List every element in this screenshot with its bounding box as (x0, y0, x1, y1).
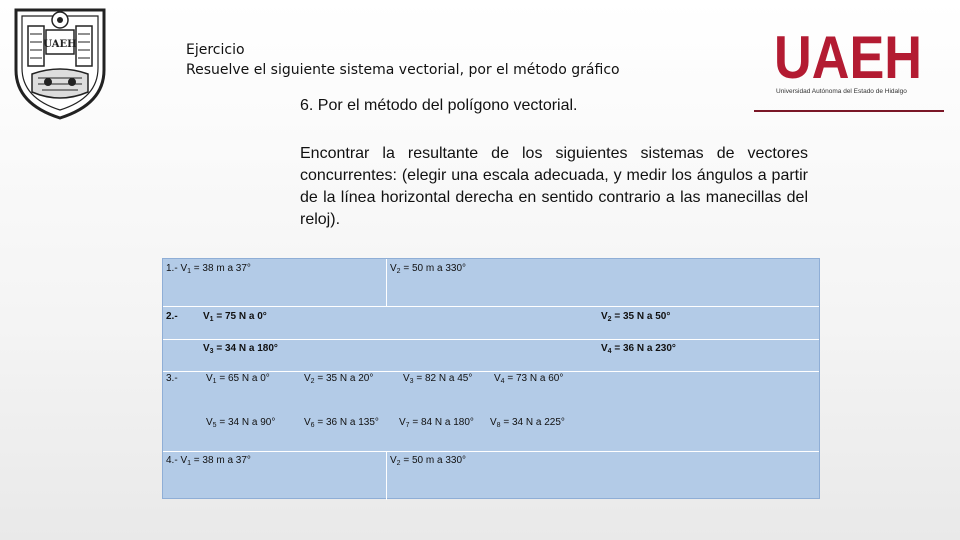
problem-4-v1: 4.- $V_1 = 38$ m a 37° (166, 455, 251, 467)
problem-3-v1: $V_1 = 65$ N a 0° (206, 373, 270, 385)
problem-3-v7: $V_7 = 84$ N a 180° (399, 417, 474, 429)
problem-3-label: 3.- (166, 373, 178, 384)
column-divider (386, 451, 387, 500)
problem-3-v2: $V_2 = 35$ N a 20° (304, 373, 374, 385)
problem-2-v2: $V_2 = 35$ N a 50° (601, 311, 671, 323)
svg-text:UAEH: UAEH (774, 28, 922, 84)
problem-3-v4: $V_4 = 73$ N a 60° (494, 373, 564, 385)
problem-2-label: 2.- (166, 311, 178, 322)
exercise-label: Ejercicio (186, 42, 245, 58)
uaeh-logo (768, 26, 946, 112)
problem-4-v2: $V_2 = 50$ m a 330° (390, 455, 467, 467)
row-divider (163, 451, 819, 452)
exercise-header (186, 40, 620, 80)
problems-table (162, 258, 820, 499)
uaeh-logo-subtitle: Universidad Autónoma del Estado de Hidalgo (776, 88, 907, 95)
seal-letters: UAEH (43, 39, 77, 50)
problem-1-v2: $V_2 = 50$ m a 330° (390, 263, 467, 275)
problem-1-v1: 1.- $V_1 = 38$ m a 37° (166, 263, 251, 275)
logo-underline (754, 110, 944, 112)
problem-3-v3: $V_3 = 82$ N a 45° (403, 373, 473, 385)
column-divider (386, 259, 387, 306)
problem-2-v4: $V_4 = 36$ N a 230° (601, 343, 676, 355)
problem-3-v5: $V_5 = 34$ N a 90° (206, 417, 276, 429)
section-heading: 6. Por el método del polígono vectorial. (300, 97, 578, 114)
uaeh-seal (8, 4, 112, 122)
row-divider (163, 339, 819, 340)
problem-2-v3: $V_3 = 34$ N a 180° (203, 343, 278, 355)
row-divider (163, 306, 819, 307)
problem-3-v6: $V_6 = 36$ N a 135° (304, 417, 379, 429)
problem-2-v1: $V_1 = 75$ N a 0° (203, 311, 267, 323)
exercise-instruction: Resuelve el siguiente sistema vectorial, por el método gráfico (186, 62, 620, 78)
row-divider (163, 371, 819, 372)
problem-3-v8: $V_8 = 34$ N a 225° (490, 417, 565, 429)
instructions-paragraph: Encontrar la resultante de los siguientes sistemas de vectores concurrentes: (elegir una escala adecuada, y medir los ángulos a partir de la línea horizontal derecha en sentido contrario a las manecillas del reloj). (300, 145, 808, 228)
uaeh-wordmark (774, 28, 922, 84)
